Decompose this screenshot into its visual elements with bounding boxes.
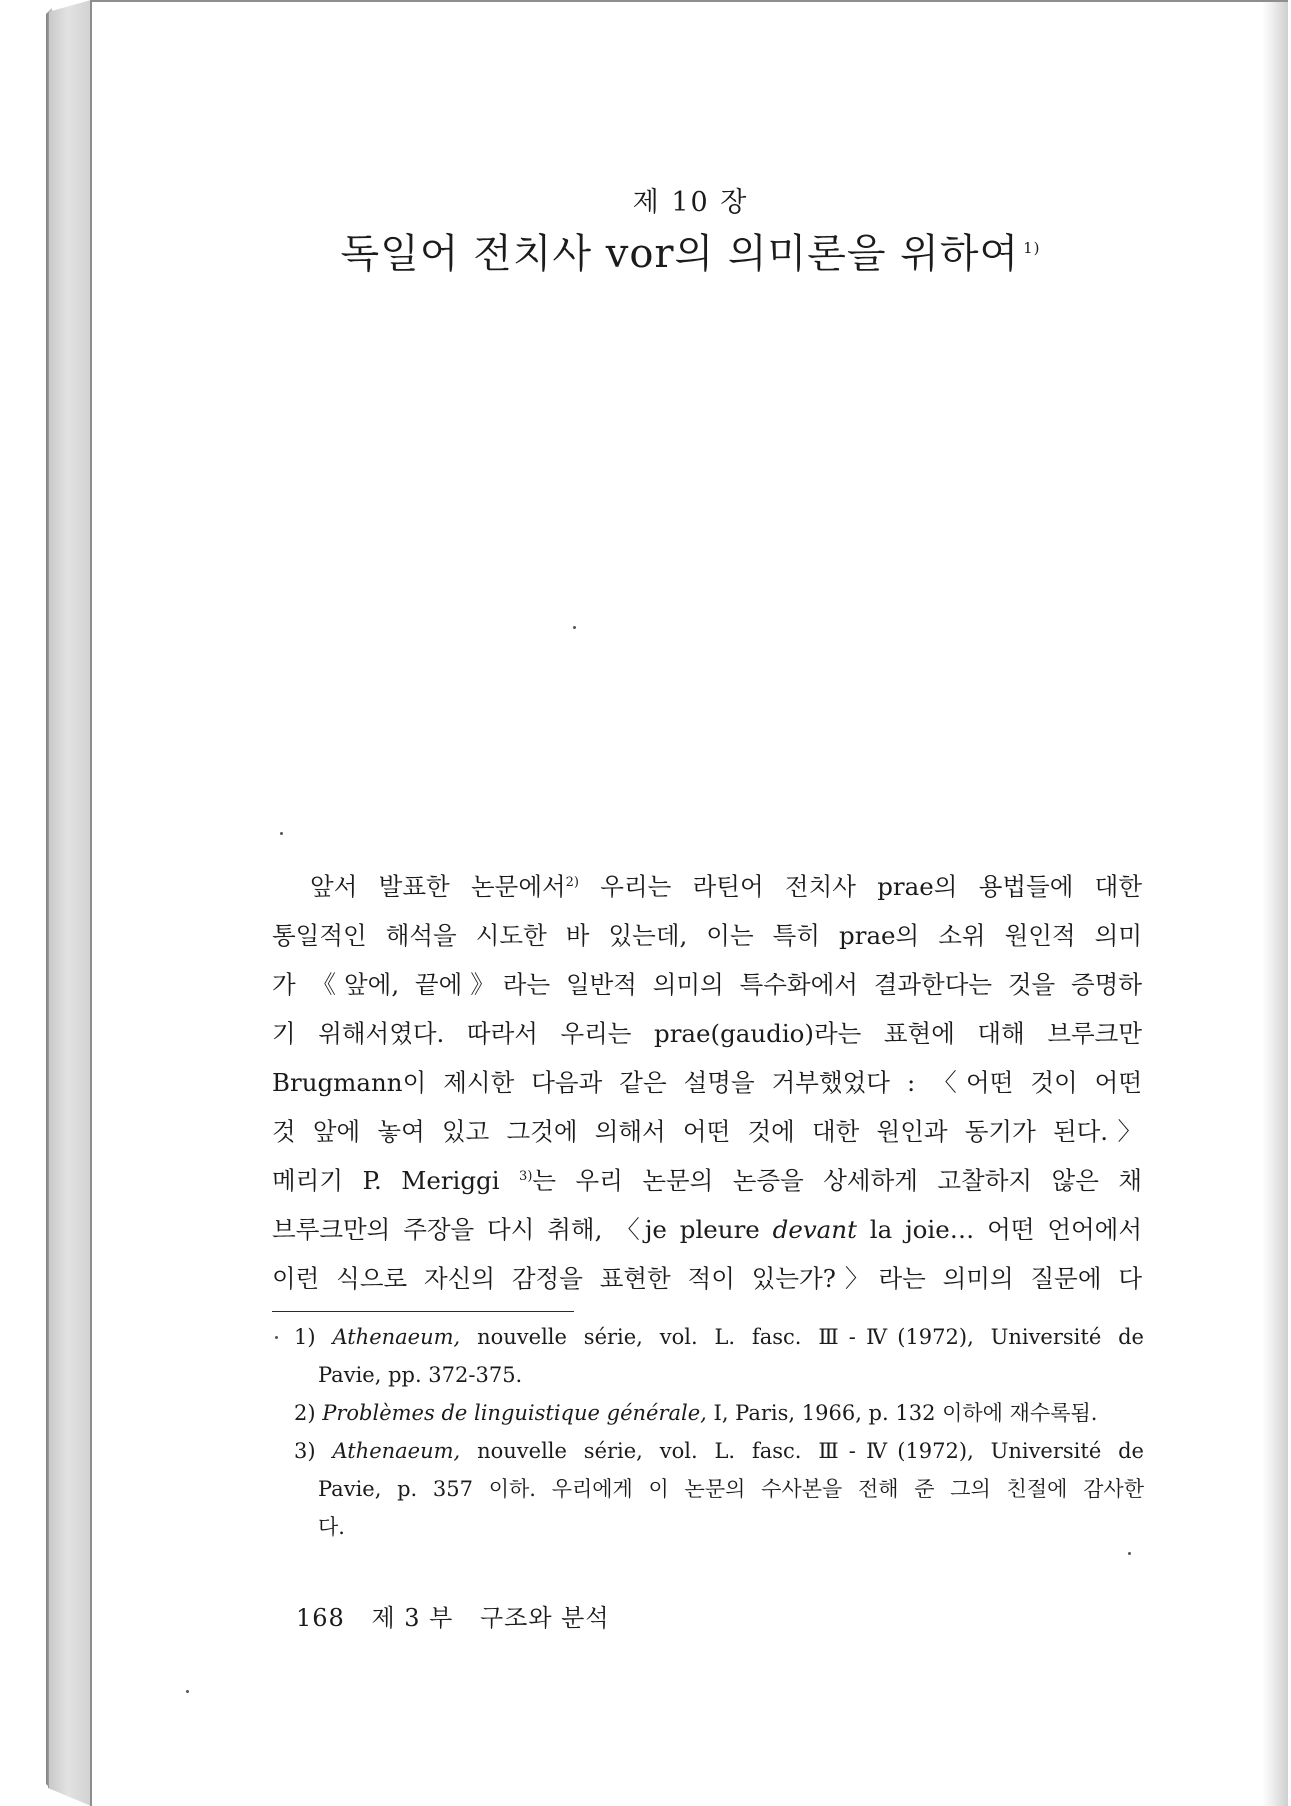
body-line: 것 앞에 놓여 있고 그것에 의해서 어떤 것에 대한 원인과 동기가 된다.〉	[272, 1117, 1142, 1146]
body-line: 이런 식으로 자신의 감정을 표현한 적이 있는가?〉라는 의미의 질문에 다	[272, 1264, 1142, 1293]
page-number: 168	[296, 1604, 345, 1632]
body-line: 메리기 P. Meriggi $^{3)}$는 우리 논문의 논증을 상세하게 고찰하지 않은 채	[272, 1166, 1142, 1195]
footnotes	[294, 1318, 1144, 1546]
footnote-ref: 2)	[565, 874, 579, 890]
page-footer	[296, 1598, 628, 1633]
speck	[186, 1690, 189, 1693]
footnote-1: 1) Athenaeum, nouvelle série, vol. L. fasc. Ⅲ-Ⅳ(1972), Université de Pavie, pp. 372-375.	[294, 1325, 1144, 1387]
body-line: Brugmann이 제시한 다음과 같은 설명을 거부했었다 : 〈어떤 것이 어떤	[272, 1068, 1142, 1097]
part-label: 제 3 부	[371, 1604, 454, 1632]
italic-word: devant	[772, 1215, 857, 1244]
chapter-label: 제 10 장	[632, 187, 749, 218]
part-title: 구조와 분석	[480, 1604, 610, 1632]
footnote-ref: 3)	[519, 1168, 533, 1184]
speck	[1128, 1552, 1131, 1555]
footnote-3: 3) Athenaeum, nouvelle série, vol. L. fasc. Ⅲ-Ⅳ(1972), Université de Pavie, p. 357 이하. 우리에게 이 논문의 수사본을 전해 준 그의 친절에 감사한 다.	[294, 1439, 1144, 1539]
chapter-title-footnote-ref: 1)	[1023, 238, 1041, 257]
speck	[280, 832, 283, 835]
chapter-title-text: 독일어 전치사 vor의 의미론을 위하여	[340, 231, 1020, 277]
footnote-divider	[272, 1311, 574, 1312]
body-paragraph	[272, 862, 1142, 1303]
speck	[275, 1336, 278, 1339]
body-line: 기 위해서였다. 따라서 우리는 prae(gaudio)라는 표현에 대해 브루크만	[272, 1019, 1142, 1048]
footnote-2: 2) Problèmes de linguistique générale, Ⅰ, Paris, 1966, p. 132 이하에 재수록됨.	[294, 1401, 1098, 1425]
speck	[573, 626, 576, 629]
body-line: 앞서 발표한 논문에서$^{2)}$ 우리는 라틴어 전치사 prae의 용법들에 대한	[310, 872, 1143, 901]
body-line: 가 《앞에, 끝에》라는 일반적 의미의 특수화에서 결과한다는 것을 증명하	[272, 970, 1142, 999]
body-line: 브루크만의 주장을 다시 취해, 〈je pleure devant la joie… 어떤 언어에서	[272, 1215, 1142, 1244]
body-line: 통일적인 해석을 시도한 바 있는데, 이는 특히 prae의 소위 원인적 의미	[272, 921, 1142, 950]
chapter-title	[0, 222, 1291, 279]
